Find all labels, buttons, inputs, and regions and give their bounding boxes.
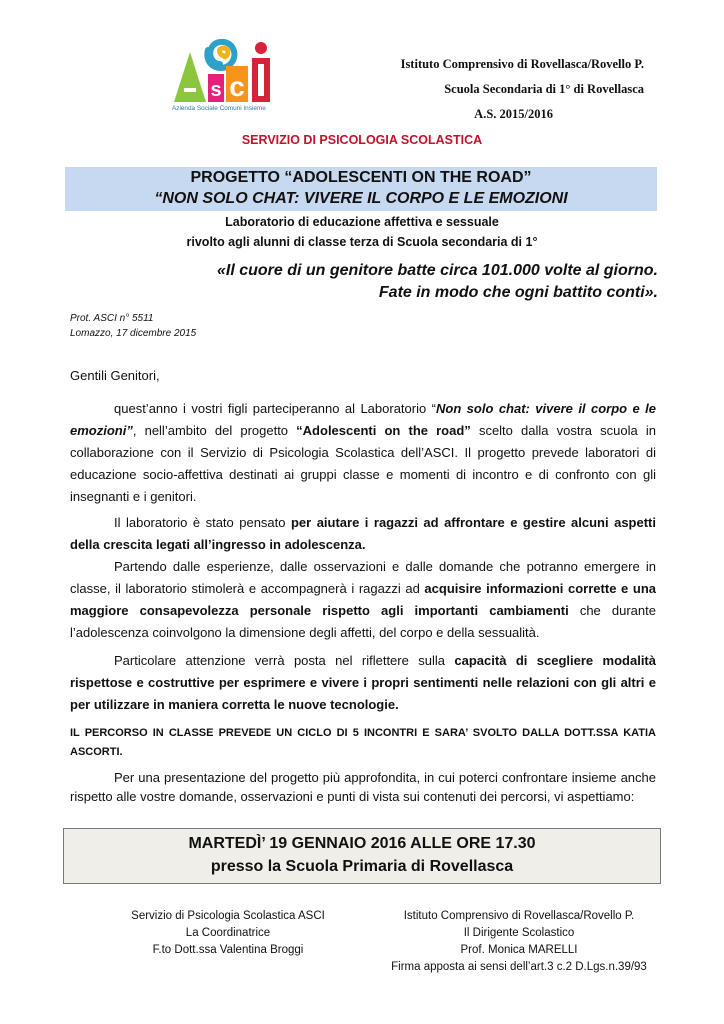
signature-right-line-1: Istituto Comprensivo di Rovellasca/Rovello P. [403, 910, 635, 922]
header-institute: Istituto Comprensivo di Rovellasca/Rovello P. [400, 57, 644, 71]
signature-left-line-1: Servizio di Psicologia Scolastica ASCI [131, 910, 325, 922]
header-school: Scuola Secondaria di 1° di Rovellasca [444, 82, 644, 96]
signature-right-line-3: Prof. Monica MARELLI [460, 944, 578, 956]
meeting-location: presso la Scuola Primaria di Rovellasca [210, 858, 514, 875]
signature-left-line-2: La Coordinatrice [185, 927, 271, 939]
quote-line-2: Fate in modo che ogni battito conti». [378, 284, 658, 301]
paragraph-course-info: IL PERCORSO IN CLASSE PREVEDE UN CICLO DI 5 INCONTRI E SARA’ SVOLTO DALLA DOTT.SSA KATIA ASCORTI. [70, 727, 656, 758]
signature-right [374, 908, 664, 976]
paragraph-invitation: Per una presentazione del progetto più approfondita, in cui poterci confrontare insieme anche rispetto alle vostre domande, osservazioni e punti di vista sui contenuti dei percorsi, vi aspettiamo: [70, 770, 656, 804]
project-subtitle: “NON SOLO CHAT: VIVERE IL CORPO E LE EMOZIONI [154, 190, 568, 207]
lab-description: Laboratorio di educazione affettiva e sessuale [225, 215, 499, 229]
meeting-date: MARTEDÌ’ 19 GENNAIO 2016 ALLE ORE 17.30 [188, 835, 536, 852]
quote-line-1: «Il cuore di un genitore batte circa 101.000 volte al giorno. [216, 262, 658, 279]
place-date: Lomazzo, 17 dicembre 2015 [70, 328, 197, 339]
greeting: Gentili Genitori, [70, 368, 160, 383]
signature-right-line-2: Il Dirigente Scolastico [463, 927, 575, 939]
project-title-box [65, 167, 657, 211]
paragraph-purpose: Il laboratorio è stato pensato per aiutare i ragazzi ad affrontare e gestire alcuni aspetti della crescita legati all’ingresso in adolescenza. [70, 515, 656, 552]
logo-tagline: Azienda Sociale Comuni Insieme [172, 105, 266, 112]
protocol-number: Prot. ASCI n° 5511 [70, 313, 154, 324]
project-title: PROGETTO “ADOLESCENTI ON THE ROAD” [190, 169, 532, 186]
service-title: SERVIZIO DI PSICOLOGIA SCOLASTICA [241, 133, 483, 147]
asci-logo [168, 30, 286, 120]
svg-text:c: c [229, 71, 245, 102]
paragraph-focus: Particolare attenzione verrà posta nel riflettere sulla capacità di scegliere modalità rispettose e costruttive per esprimere e vivere i propri sentimenti nelle relazioni con gli altri e per utilizzare in maniera corretta le nuove tecnologie. [70, 653, 656, 712]
signature-right-line-4: Firma apposta ai sensi dell’art.3 c.2 D.Lgs.n.39/93 [391, 961, 647, 973]
paragraph-intro: quest’anno i vostri figli parteciperanno al Laboratorio “Non solo chat: vivere il corpo e le emozioni”, nell’ambito del progetto “Adolescenti on the road” scelto dalla vostra scuola in collaborazione con il Servizio di Psicologia Scolastica dell’ASCI. Il progetto prevede laboratori di educazione socio-affettiva destinati ai gruppi classe e momenti di incontro e di confronto con gli insegnanti e i genitori. [70, 401, 656, 504]
svg-text:s: s [210, 79, 222, 101]
meeting-box [63, 828, 661, 884]
signature-left [106, 908, 350, 959]
paragraph-method: Partendo dalle esperienze, dalle osservazioni e dalle domande che potranno emergere in classe, il laboratorio stimolerà e accompagnerà i ragazzi ad acquisire informazioni corrette e una maggiore consapevolezza personale rispetto agli importanti cambiamenti che durante l’adolescenza coinvolgono la dimensione degli affetti, del corpo e della sessualità. [70, 559, 656, 640]
header-school-year: A.S. 2015/2016 [474, 107, 553, 121]
lab-audience: rivolto agli alunni di classe terza di Scuola secondaria di 1° [186, 235, 538, 249]
signature-left-line-3: F.to Dott.ssa Valentina Broggi [152, 944, 304, 956]
